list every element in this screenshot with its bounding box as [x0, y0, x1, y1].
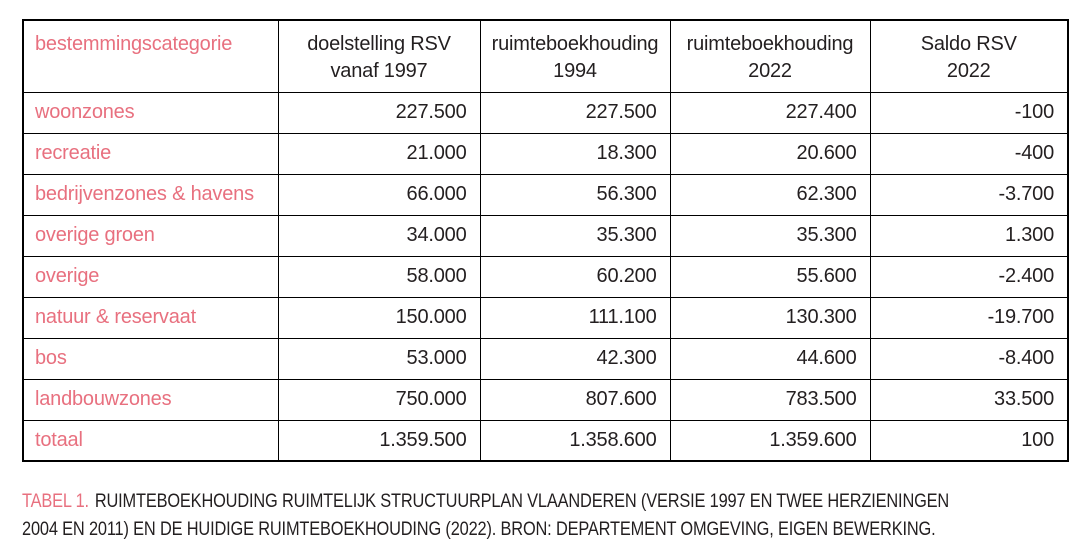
value-cell: 227.500	[278, 92, 480, 133]
category-cell: natuur & reservaat	[23, 297, 278, 338]
column-title: ruimteboekhouding	[491, 33, 659, 55]
value-cell: 42.300	[480, 338, 670, 379]
category-cell: totaal	[23, 420, 278, 461]
value-cell: 100	[870, 420, 1068, 461]
category-cell: landbouwzones	[23, 379, 278, 420]
value-cell: 21.000	[278, 133, 480, 174]
value-cell: 1.359.600	[670, 420, 870, 461]
table-body	[23, 92, 1068, 461]
category-cell: overige	[23, 256, 278, 297]
value-cell: 1.300	[870, 215, 1068, 256]
value-cell: 783.500	[670, 379, 870, 420]
value-cell: 807.600	[480, 379, 670, 420]
column-header	[870, 20, 1068, 92]
value-cell: -400	[870, 133, 1068, 174]
caption-line-1	[22, 487, 949, 515]
column-subtitle: 2022	[748, 60, 792, 82]
column-title: bestemmingscategorie	[35, 33, 233, 55]
table-caption	[22, 487, 949, 543]
column-header	[278, 20, 480, 92]
value-cell: 150.000	[278, 297, 480, 338]
column-subtitle: vanaf 1997	[330, 60, 428, 82]
table-row	[23, 420, 1068, 461]
value-cell: -8.400	[870, 338, 1068, 379]
value-cell: 62.300	[670, 174, 870, 215]
value-cell: 44.600	[670, 338, 870, 379]
column-title: doelstelling RSV	[307, 33, 451, 55]
table-header	[23, 20, 1068, 92]
value-cell: 34.000	[278, 215, 480, 256]
table-row	[23, 133, 1068, 174]
value-cell: -2.400	[870, 256, 1068, 297]
value-cell: 227.400	[670, 92, 870, 133]
ruimteboekhouding-table-container	[22, 19, 1069, 462]
category-cell: woonzones	[23, 92, 278, 133]
value-cell: 58.000	[278, 256, 480, 297]
caption-label: TABEL 1.	[22, 490, 89, 512]
value-cell: 1.358.600	[480, 420, 670, 461]
table-row	[23, 297, 1068, 338]
value-cell: 35.300	[480, 215, 670, 256]
column-subtitle: 2022	[946, 60, 991, 82]
ruimteboekhouding-table	[22, 19, 1069, 462]
caption-text-line-1: RUIMTEBOEKHOUDING RUIMTELIJK STRUCTUURPLAN VLAANDEREN (VERSIE 1997 EN TWEE HERZIENINGEN	[94, 490, 950, 512]
value-cell: 750.000	[278, 379, 480, 420]
table-row	[23, 92, 1068, 133]
table-row	[23, 338, 1068, 379]
table-row	[23, 215, 1068, 256]
value-cell: 227.500	[480, 92, 670, 133]
value-cell: -3.700	[870, 174, 1068, 215]
value-cell: 56.300	[480, 174, 670, 215]
value-cell: -19.700	[870, 297, 1068, 338]
table-row	[23, 379, 1068, 420]
value-cell: 130.300	[670, 297, 870, 338]
value-cell: 33.500	[870, 379, 1068, 420]
value-cell: 1.359.500	[278, 420, 480, 461]
header-row	[23, 20, 1068, 92]
value-cell: 53.000	[278, 338, 480, 379]
column-header	[670, 20, 870, 92]
value-cell: 18.300	[480, 133, 670, 174]
table-row	[23, 256, 1068, 297]
column-header-category	[23, 20, 278, 92]
table-row	[23, 174, 1068, 215]
value-cell: 55.600	[670, 256, 870, 297]
value-cell: 66.000	[278, 174, 480, 215]
column-subtitle: 1994	[553, 60, 597, 82]
category-cell: bos	[23, 338, 278, 379]
value-cell: -100	[870, 92, 1068, 133]
value-cell: 20.600	[670, 133, 870, 174]
value-cell: 111.100	[480, 297, 670, 338]
caption-line-2: 2004 EN 2011) EN DE HUIDIGE RUIMTEBOEKHOUDING (2022). BRON: DEPARTEMENT OMGEVING, EIGEN BEWERKING.	[22, 518, 936, 540]
category-cell: overige groen	[23, 215, 278, 256]
column-header	[480, 20, 670, 92]
category-cell: recreatie	[23, 133, 278, 174]
value-cell: 35.300	[670, 215, 870, 256]
column-title: ruimteboekhouding	[686, 33, 854, 55]
value-cell: 60.200	[480, 256, 670, 297]
column-title: Saldo RSV	[920, 33, 1017, 55]
category-cell: bedrijvenzones & havens	[23, 174, 278, 215]
